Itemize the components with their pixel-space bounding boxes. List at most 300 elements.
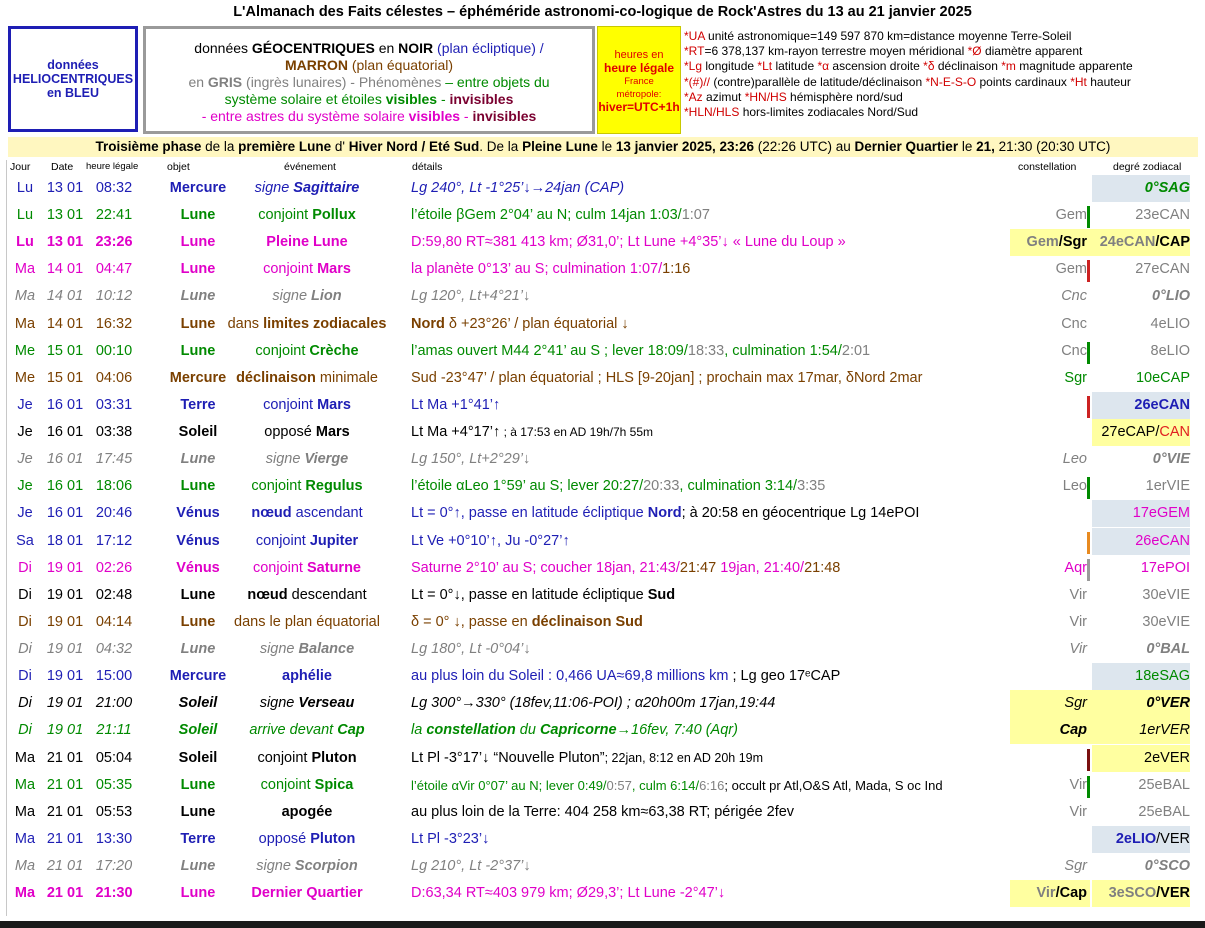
zodiac-cell [1092, 283, 1190, 310]
object-cell: Terre [180, 396, 216, 413]
event-cell [208, 745, 406, 772]
text-segment: Nord [411, 315, 445, 332]
day-cell: Je [17, 478, 33, 495]
time-cell: 17:45 [95, 451, 133, 468]
text-segment: conjoint [255, 342, 310, 359]
event-cell [208, 636, 406, 663]
legend-text: (contre)parallèle de latitude/déclinaison [710, 74, 926, 89]
event-cell [208, 826, 406, 853]
text-segment: 26eCAN [1135, 532, 1190, 549]
zodiac-cell [1092, 772, 1190, 799]
event-cell [208, 202, 406, 229]
zodiac-cell [1092, 582, 1190, 609]
text-segment: Jupiter [309, 532, 359, 549]
hours-line: métropole: [616, 89, 662, 100]
text-segment: Pluton [310, 830, 356, 847]
table-row [6, 175, 1196, 202]
text-segment: , culm 6:14/ [631, 777, 700, 793]
text-segment: Balance [298, 641, 355, 658]
header-date: Date [51, 161, 74, 173]
legend-abbrev: *Lg [684, 59, 703, 74]
details-cell [411, 745, 1011, 772]
text-segment: Cap [1059, 722, 1087, 739]
text-segment: Lt = 0°↓, passe en latitude écliptique [411, 586, 648, 603]
text-segment: , culmination 1:54/ [724, 342, 842, 359]
phase-text: 21:30 (20:30 UTC) [994, 139, 1111, 154]
text-segment: descendant [287, 586, 367, 603]
text-segment: ; à 20:58 en géocentrique Lg 14ePOI [681, 505, 920, 522]
text-segment: 2:01 [841, 342, 871, 359]
text-segment: apogée [281, 803, 333, 820]
event-cell [208, 880, 406, 907]
day-cell: Ma [14, 288, 36, 305]
day-cell: Ma [14, 261, 36, 278]
text-segment: Lg 210°, Lt -2°37’↓ [411, 858, 531, 874]
zodiac-cell [1092, 365, 1190, 392]
date-cell: 13 01 [46, 207, 84, 224]
text-segment: 1erVIE [1145, 478, 1190, 495]
text-segment: déclinaison [236, 369, 316, 386]
geocentric-legend-box [143, 26, 595, 134]
text-segment: Lg 300°→330° (18fev,11:06-POI) ; α20h00m 17jan,19:44 [411, 695, 776, 712]
time-cell: 22:41 [95, 207, 133, 224]
text-segment: Lg 120°, Lt+4°21’↓ [411, 288, 531, 305]
table-row [6, 473, 1196, 500]
legend-text: hors-limites zodiacales Nord/Sud [739, 105, 919, 120]
text-segment: 26eCAN [1134, 396, 1190, 413]
time-cell: 04:32 [95, 641, 133, 658]
text-segment: Scorpion [294, 858, 358, 874]
legend-line [684, 75, 1202, 90]
phase-text: de la [201, 139, 239, 154]
text-segment: 24eCAN [1099, 234, 1156, 251]
day-cell: Je [17, 451, 33, 468]
table-row [6, 663, 1196, 690]
legend-abbrev: *HLN/HLS [684, 105, 740, 120]
details-cell [411, 555, 1011, 582]
day-cell: Di [18, 559, 32, 576]
date-cell: 21 01 [46, 803, 84, 820]
legend-abbrev: *m [1001, 59, 1016, 74]
text-segment: Spica [314, 776, 354, 793]
header-degre: degré zodiacal [1113, 161, 1182, 173]
time-cell: 00:10 [95, 342, 133, 359]
table-row [6, 853, 1196, 880]
zodiac-cell [1092, 500, 1190, 527]
text-segment: /Cap [1055, 885, 1087, 902]
text-segment: signe [256, 858, 295, 874]
object-cell: Terre [180, 830, 216, 847]
legend-abbrev: *α [817, 59, 830, 74]
object-cell: Mercure [169, 180, 227, 196]
zodiac-cell [1092, 419, 1190, 446]
object-cell: Lune [180, 288, 216, 305]
constellation-cell [1010, 609, 1087, 636]
legend-abbrev: *(#)// [684, 74, 711, 89]
geo-text: visibles [408, 108, 461, 124]
constellation-cell [1010, 717, 1087, 744]
time-cell: 18:06 [95, 478, 133, 495]
date-cell: 14 01 [46, 288, 84, 305]
zodiac-cell [1092, 799, 1190, 826]
text-segment: / [1155, 424, 1160, 441]
constellation-cell [1010, 745, 1087, 772]
text-segment: nœud [247, 586, 288, 603]
table-row [6, 636, 1196, 663]
header-objet: objet [167, 161, 190, 173]
text-segment: 3:35 [797, 478, 826, 495]
geo-text: – entre objets du [445, 74, 550, 90]
time-cell: 05:35 [95, 776, 133, 793]
table-row [6, 446, 1196, 473]
zodiac-cell [1092, 880, 1190, 907]
text-segment: 10eCAP [1135, 369, 1190, 386]
date-cell: 16 01 [46, 478, 84, 495]
geo-text: - [460, 108, 473, 124]
bottom-border [0, 921, 1205, 928]
phase-text: . De la [479, 139, 523, 154]
conjunction-marker [1087, 776, 1090, 798]
object-cell: Lune [180, 586, 216, 603]
text-segment: 1:07 [681, 207, 710, 224]
details-cell [411, 717, 1011, 744]
text-segment: ; 22jan, 8:12 en AD 20h 19m [604, 750, 764, 765]
constellation-cell [1010, 636, 1087, 663]
time-cell: 23:26 [95, 234, 133, 251]
constellation-cell [1010, 256, 1087, 283]
text-segment: dans le plan équatorial [234, 613, 380, 630]
phase-text: le [958, 139, 977, 154]
text-segment: Sgr [1064, 858, 1087, 874]
text-segment: 0°VIE [1152, 451, 1190, 468]
text-segment: l’étoile αLeo 1°59’ au S; lever 20:27/ [411, 478, 644, 495]
time-cell: 17:20 [95, 858, 133, 874]
text-segment: Lt = 0°↑, passe en latitude écliptique [411, 505, 648, 522]
text-segment: opposé [264, 424, 316, 441]
phase-text: Hiver Nord / Eté Sud [348, 139, 480, 154]
event-cell [208, 663, 406, 690]
text-segment: 30eVIE [1142, 613, 1190, 630]
day-cell: Sa [16, 532, 34, 549]
details-cell [411, 880, 1011, 907]
text-segment: ; Lg geo 17ᵉCAP [728, 668, 841, 685]
text-segment: Leo [1062, 451, 1087, 468]
details-cell [411, 772, 1011, 799]
time-cell: 03:31 [95, 396, 133, 413]
date-cell: 21 01 [46, 858, 84, 874]
text-segment: opposé [258, 830, 311, 847]
helio-line-2: HELIOCENTRIQUES [12, 72, 134, 86]
time-cell: 21:00 [95, 695, 133, 712]
details-cell [411, 690, 1011, 717]
text-segment: au plus loin du Soleil : 0,466 UA≈69,8 millions km [411, 668, 729, 685]
text-segment: Gem [1055, 207, 1087, 224]
constellation-cell [1010, 826, 1087, 853]
text-segment: 21:47 [679, 559, 717, 576]
day-cell: Me [14, 342, 36, 359]
event-cell [208, 500, 406, 527]
object-cell: Lune [180, 885, 216, 902]
phase-text: 13 janvier 2025, 23:26 [615, 139, 754, 154]
text-segment: Vir [1069, 641, 1087, 658]
geo-text: (ingrès lunaires) - Phénomènes [242, 74, 446, 90]
time-cell: 04:47 [95, 261, 133, 278]
table-row [6, 772, 1196, 799]
event-cell [208, 853, 406, 880]
text-segment: 0°VER [1146, 695, 1190, 712]
text-segment: 2eLIO [1115, 830, 1157, 847]
constellation-cell [1010, 419, 1087, 446]
object-cell: Lune [180, 207, 216, 224]
object-cell: Vénus [176, 559, 220, 576]
text-segment: Dernier Quartier [251, 885, 363, 902]
zodiac-cell [1092, 690, 1190, 717]
object-cell: Mercure [169, 369, 227, 386]
time-cell: 16:32 [95, 315, 133, 332]
zodiac-cell [1092, 663, 1190, 690]
helio-line-3: en BLEU [46, 86, 100, 100]
conjunction-marker [1087, 749, 1090, 771]
legend-line [684, 59, 1202, 74]
details-cell [411, 663, 1011, 690]
text-segment: 0:57 [606, 777, 632, 793]
time-cell: 13:30 [95, 830, 133, 847]
table-row [6, 500, 1196, 527]
text-segment: 25eBAL [1138, 776, 1190, 793]
table-row [6, 799, 1196, 826]
legend-line [684, 29, 1202, 44]
day-cell: Di [18, 722, 32, 739]
day-cell: Je [17, 424, 33, 441]
constellation-cell [1010, 229, 1087, 256]
date-cell: 21 01 [46, 830, 84, 847]
day-cell: Di [18, 613, 32, 630]
details-cell [411, 826, 1011, 853]
event-cell [208, 717, 406, 744]
text-segment: Capricorne [539, 722, 617, 739]
day-cell: Ma [14, 749, 36, 766]
text-segment: Vir [1069, 776, 1087, 793]
day-cell: Je [17, 396, 33, 413]
date-cell: 19 01 [46, 668, 84, 685]
text-segment: Lt Ve +0°10’↑, Ju -0°27’↑ [411, 532, 570, 549]
text-segment: Vir [1036, 885, 1056, 902]
day-cell: Di [18, 695, 32, 712]
details-cell [411, 311, 1011, 338]
text-segment: Crèche [309, 342, 359, 359]
text-segment: ascendant [291, 505, 363, 522]
conjunction-marker [1087, 396, 1090, 418]
event-cell [208, 555, 406, 582]
legend-text: hauteur [1086, 74, 1131, 89]
time-cell: 03:38 [95, 424, 133, 441]
date-cell: 16 01 [46, 451, 84, 468]
text-segment: 25eBAL [1138, 803, 1190, 820]
text-segment: ; à 17:53 en AD 19h/7h 55m [500, 425, 654, 440]
text-segment: signe [254, 180, 294, 196]
text-segment: conjoint [263, 261, 318, 278]
table-row [6, 365, 1196, 392]
object-cell: Vénus [176, 505, 220, 522]
date-cell: 14 01 [46, 315, 84, 332]
zodiac-cell [1092, 745, 1190, 772]
text-segment: /Sgr [1058, 234, 1087, 251]
constellation-cell [1010, 311, 1087, 338]
legend-abbrev: *N-E-S-O [925, 74, 977, 89]
text-segment: Sud [647, 586, 676, 603]
text-segment: 27eCAP [1101, 424, 1156, 441]
table-row [6, 555, 1196, 582]
zodiac-cell [1092, 392, 1190, 419]
table-row [6, 311, 1196, 338]
day-cell: Je [17, 505, 33, 522]
text-segment: 1:16 [662, 261, 691, 278]
geo-text: NOIR [398, 40, 434, 56]
zodiac-cell [1092, 636, 1190, 663]
details-cell [411, 799, 1011, 826]
geo-text: en [374, 40, 399, 56]
geo-text: MARRON [284, 57, 348, 73]
text-segment: signe [265, 451, 305, 468]
phase-text: (22:26 UTC) au [753, 139, 855, 154]
text-segment: Vir [1069, 803, 1087, 820]
details-cell [411, 582, 1011, 609]
legend-abbrev: *RT [684, 44, 705, 59]
text-segment: du [515, 722, 540, 739]
text-segment: Vierge [304, 451, 349, 468]
event-cell [208, 419, 406, 446]
table-row [6, 880, 1196, 907]
text-segment: 27eCAN [1135, 261, 1190, 278]
object-cell: Soleil [178, 749, 218, 766]
geo-text: (plan équatorial) [347, 57, 454, 73]
legend-line [684, 90, 1202, 105]
legend-abbrev: *δ [923, 59, 935, 74]
constellation-cell [1010, 690, 1087, 717]
geo-text: en [188, 74, 208, 90]
hours-line: hiver=UTC+1h [598, 100, 680, 114]
date-cell: 19 01 [46, 722, 84, 739]
hours-line: France [624, 76, 654, 87]
geo-text: données [194, 40, 252, 56]
constellation-cell [1010, 555, 1087, 582]
text-segment: Aqr [1064, 559, 1087, 576]
text-segment: Leo [1062, 478, 1087, 495]
geo-text: visibles [385, 91, 438, 107]
event-cell [208, 283, 406, 310]
day-cell: Lu [16, 207, 34, 224]
event-cell [208, 392, 406, 419]
date-cell: 21 01 [46, 885, 84, 902]
text-segment: la [411, 722, 427, 739]
date-cell: 19 01 [46, 586, 84, 603]
object-cell: Soleil [178, 722, 218, 739]
zodiac-cell [1092, 311, 1190, 338]
conjunction-marker [1087, 206, 1090, 228]
table-row [6, 528, 1196, 555]
legend-abbrev: *HN/HS [744, 89, 787, 104]
heliocentric-legend-box [8, 26, 138, 132]
time-cell: 15:00 [95, 668, 133, 685]
conjunction-marker [1087, 559, 1090, 581]
zodiac-cell [1092, 229, 1190, 256]
text-segment: 30eVIE [1142, 586, 1190, 603]
time-cell: 21:30 [95, 885, 133, 902]
zodiac-cell [1092, 473, 1190, 500]
table-row [6, 745, 1196, 772]
table-row [6, 609, 1196, 636]
text-segment: signe [259, 695, 299, 712]
header-constellation: constellation [1018, 161, 1077, 173]
text-segment: l’amas ouvert M44 2°41’ au S ; lever 18:09/ [411, 342, 688, 359]
details-cell [411, 338, 1011, 365]
constellation-cell [1010, 663, 1087, 690]
details-cell [411, 283, 1011, 310]
zodiac-cell [1092, 826, 1190, 853]
text-segment: nœud [251, 505, 292, 522]
zodiac-cell [1092, 609, 1190, 636]
text-segment: Gem [1055, 261, 1087, 278]
time-cell: 04:06 [95, 369, 133, 386]
text-segment: 3eSCO [1108, 885, 1157, 902]
object-cell: Lune [180, 803, 216, 820]
phase-text: première Lune [238, 139, 332, 154]
geo-text: GRIS [207, 74, 243, 90]
text-segment: 17eGEM [1132, 505, 1190, 522]
text-segment: conjoint [251, 478, 306, 495]
time-cell: 10:12 [95, 288, 133, 305]
text-segment: arrive devant [249, 722, 338, 739]
text-segment: Mars [315, 424, 350, 441]
constellation-cell [1010, 880, 1087, 907]
text-segment: 1erVER [1139, 722, 1190, 739]
text-segment: Sud -23°47’ / plan équatorial ; HLS [9-20jan] ; prochain max 17mar, δNord 2mar [411, 369, 923, 386]
text-segment: D:59,80 RT≈381 413 km; Ø31,0’; Lt Lune +4°35’↓ « Lune du Loup » [411, 234, 846, 251]
text-segment: δ +23°26’ / plan équatorial ↓ [444, 315, 629, 332]
text-segment: 6:16 [699, 777, 725, 793]
time-cell: 20:46 [95, 505, 133, 522]
time-cell: 21:11 [96, 722, 132, 739]
constellation-cell [1010, 175, 1087, 202]
text-segment: Sagittaire [293, 180, 360, 196]
text-segment: conjoint [255, 532, 310, 549]
conjunction-marker [1087, 477, 1090, 499]
text-segment: Sgr [1064, 369, 1087, 386]
phase-text: 21, [976, 139, 995, 154]
day-cell: Ma [14, 858, 36, 874]
text-segment: 4eLIO [1150, 315, 1190, 332]
object-cell: Lune [180, 315, 216, 332]
text-segment: limites zodiacales [263, 315, 387, 332]
conjunction-marker [1087, 342, 1090, 364]
lunar-phase-banner [8, 137, 1198, 157]
legend-line [684, 44, 1202, 59]
conjunction-marker [1087, 260, 1090, 282]
text-segment: aphélie [282, 668, 332, 685]
text-segment: Nord [647, 505, 682, 522]
text-segment: Mars [317, 396, 351, 413]
text-segment: 8eLIO [1150, 342, 1190, 359]
text-segment: Verseau [298, 695, 355, 712]
details-cell [411, 636, 1011, 663]
text-segment: conjoint [258, 207, 313, 224]
constellation-cell [1010, 853, 1087, 880]
details-cell [411, 528, 1011, 555]
zodiac-cell [1092, 717, 1190, 744]
text-segment: /VER [1156, 830, 1190, 847]
text-segment: 17ePOI [1140, 559, 1190, 576]
date-cell: 19 01 [46, 559, 84, 576]
